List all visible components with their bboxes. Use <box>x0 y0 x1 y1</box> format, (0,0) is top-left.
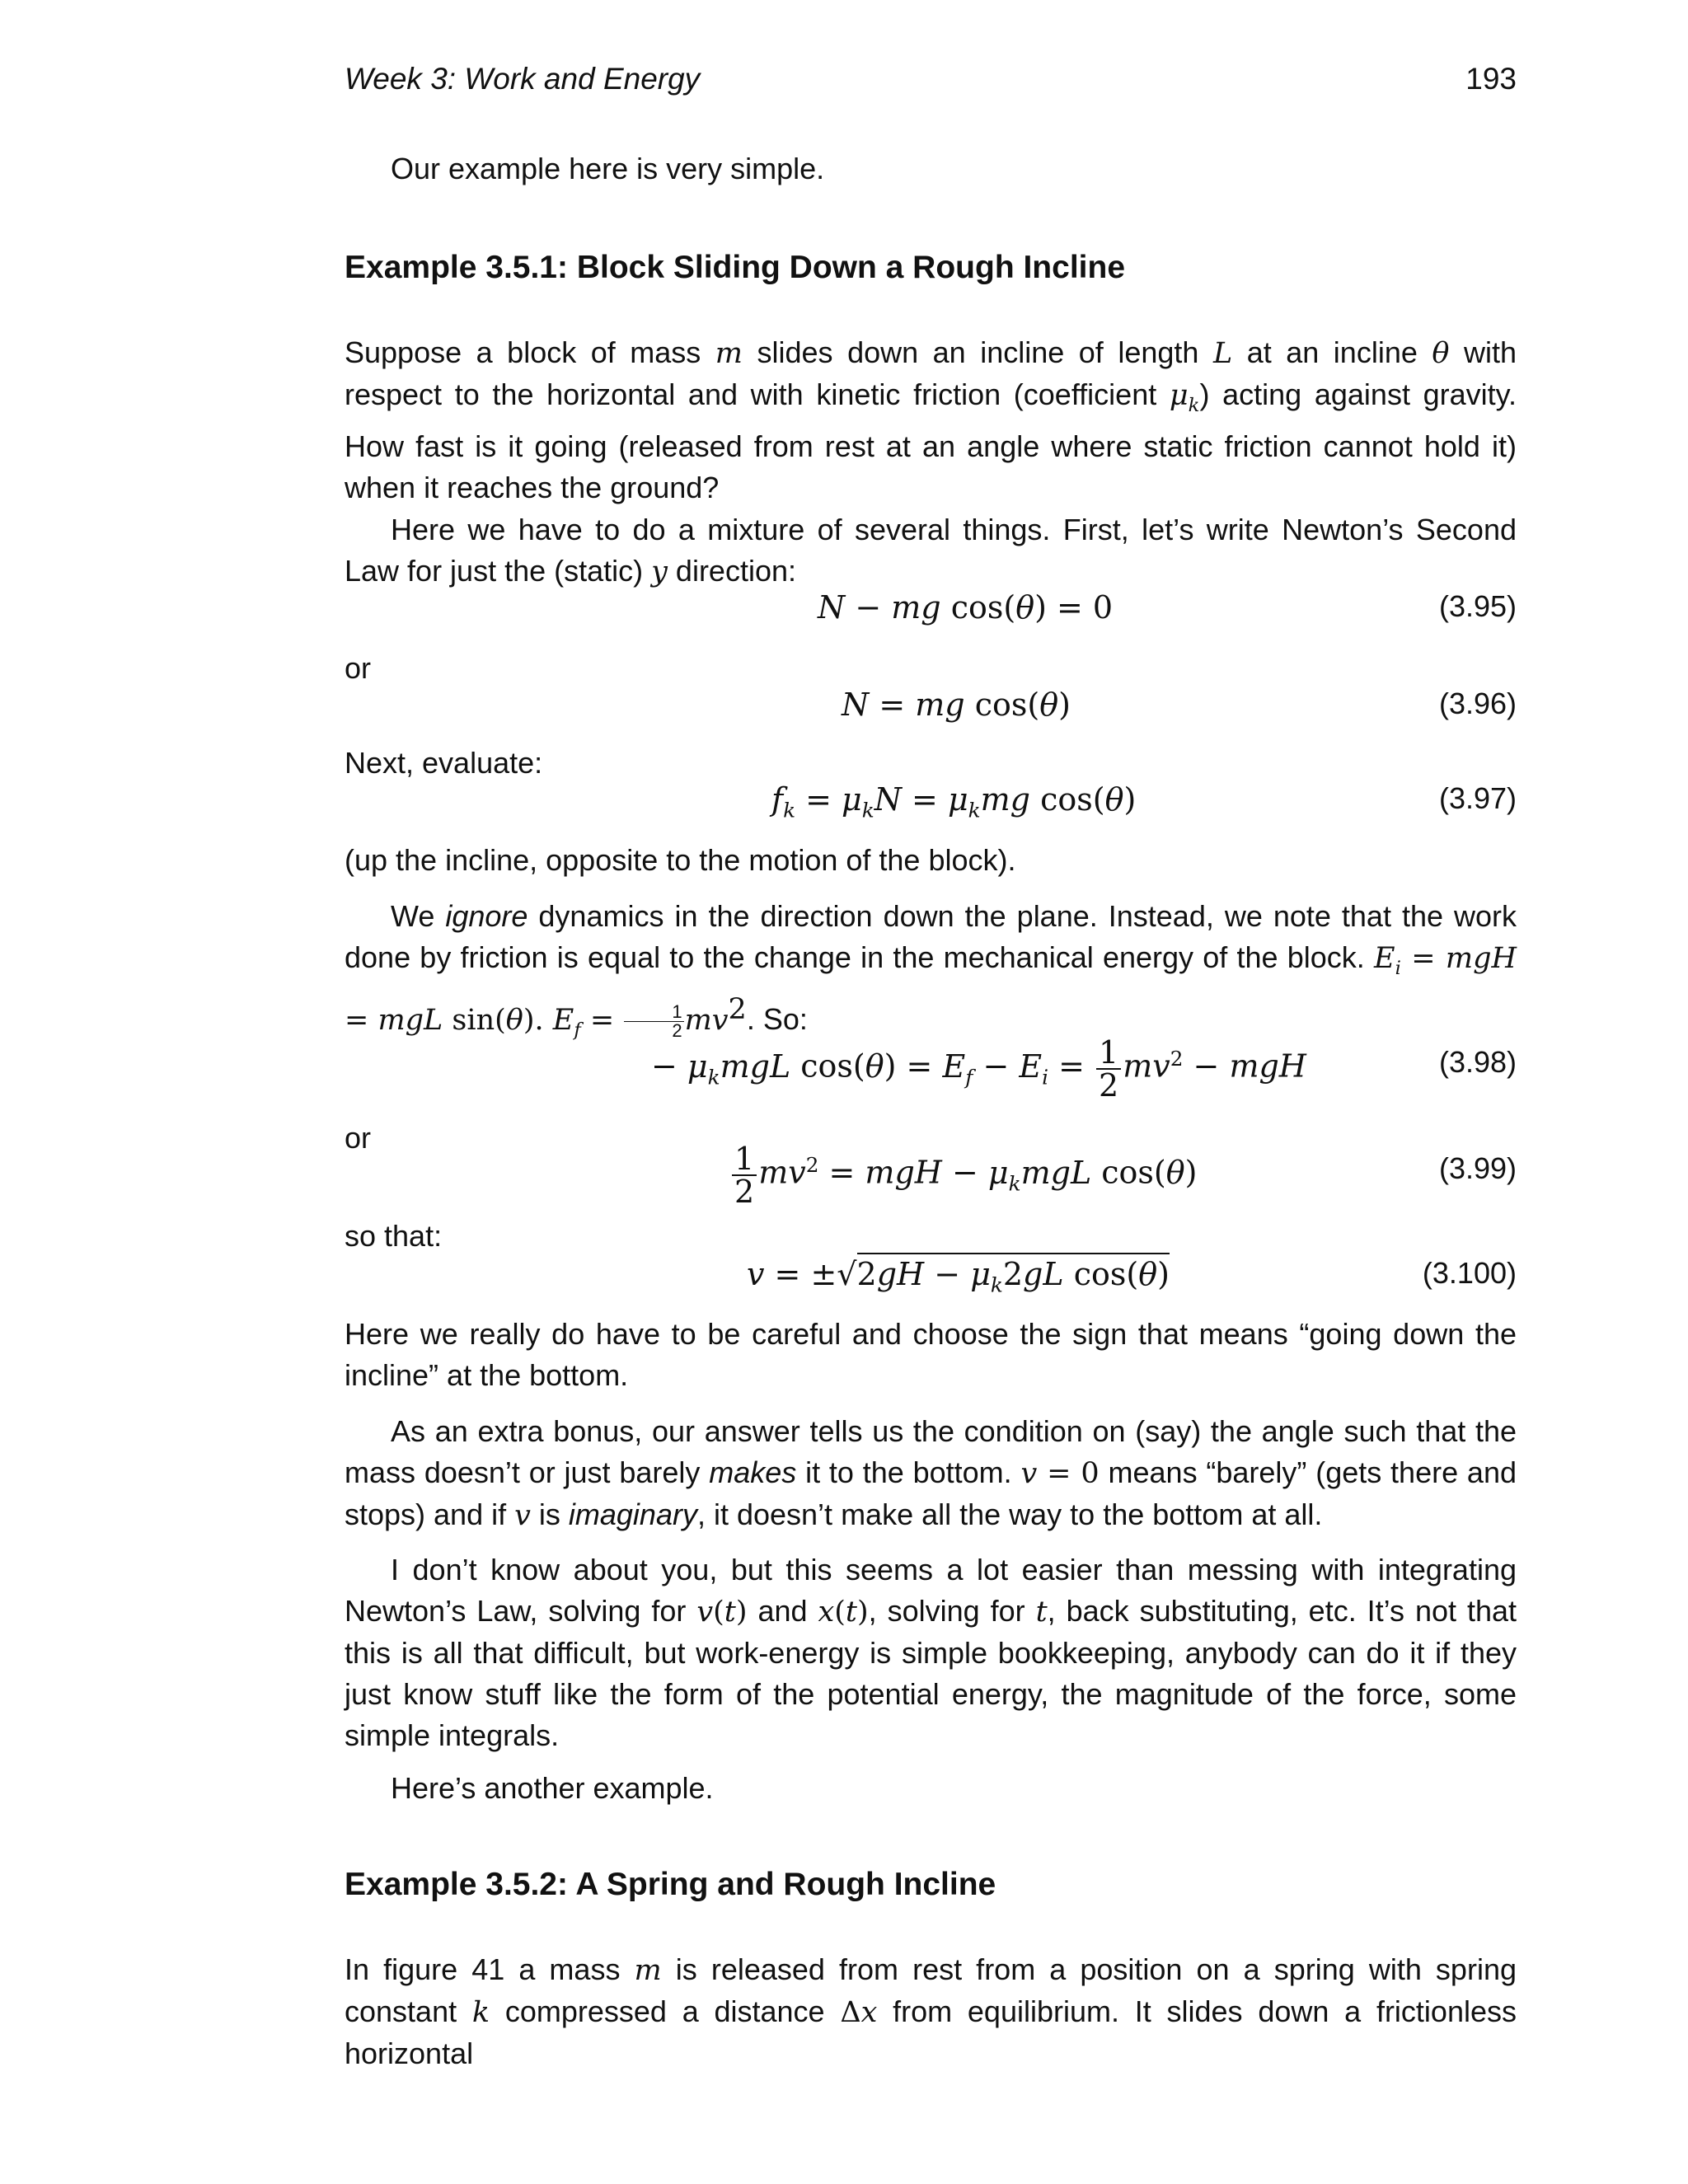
equation-3-95: N − mg cos(θ) = 0 (3.95) <box>818 589 1517 626</box>
equation-3-96: N = mg cos(θ) (3.96) <box>842 687 1517 723</box>
equation-number: (3.97) <box>1438 781 1517 815</box>
equation-number: (3.95) <box>1438 589 1517 623</box>
equation-number: (3.96) <box>1438 687 1517 720</box>
equation-3-99: $\frac{1}{2}$ $mv^2$ = mgH − $\mu_kmgL$ cos(θ) (3.99) <box>345 1151 1517 1217</box>
example-1-paragraph-3: We ignore dynamics in the direction down the plane. Instead, we note that the work done by friction is equal to the change in the mechanical energy of the block. $E_i$ = mgH = mgL sin(θ). $E_f$ = $\frac{1}{2}$ $mv^2$. So: <box>345 899 1517 1041</box>
equation-3-98: − $\mu_kmgL$ $\cos(\theta) = E_f - E_i$ = $\frac{1}{2}$ $mv^2$ − mgH (3.98) <box>651 1034 1517 1104</box>
equation-3-100: $v = \pm√2gH - \mu_k2gL$ cos(θ) (3.100) <box>345 1256 1517 1305</box>
next-evaluate-label: Next, evaluate: <box>345 746 543 780</box>
or-label: or <box>345 1121 372 1155</box>
example-1-paragraph-1: Suppose a block of mass m slides down an incline of length L at an incline θ with respect to the horizontal and with kinetic friction (coefficient $\mu_k$) acting against gravity. How fast is it going (released from rest at an angle where static friction cannot hold it) when it reaches the ground? <box>345 335 1517 504</box>
equation-number: (3.99) <box>1438 1151 1517 1185</box>
equation-3-97: $f_k = \mu_kN = \mu_kmg$ cos(θ) (3.97) <box>771 781 1517 823</box>
equation-number: (3.98) <box>1438 1045 1517 1079</box>
after-equation-3-97: (up the incline, opposite to the motion of the block). <box>345 843 1016 877</box>
example-1-title: Example 3.5.1: Block Sliding Down a Rough Incline <box>345 250 1126 285</box>
example-1-paragraph-2: Here we have to do a mixture of several things. First, let’s write Newton’s Second Law for just the (static) y direction: <box>345 513 1517 588</box>
or-label: or <box>345 651 372 685</box>
example-2-title: Example 3.5.2: A Spring and Rough Incline <box>345 1867 996 1902</box>
example-1-paragraph-4: Here we really do have to be careful and choose the sign that means “going down the incline” at the bottom. <box>345 1317 1517 1392</box>
page-number: 193 <box>1465 62 1517 96</box>
example-1-paragraph-7: Here’s another example. <box>391 1771 714 1805</box>
example-1-paragraph-5: As an extra bonus, our answer tells us the condition on (say) the angle such that the mass doesn’t or just barely makes it to the bottom. v = 0 means “barely” (gets there and stops) and if v is imaginary, it doesn’t make all the way to the bottom at all. <box>345 1414 1517 1532</box>
intro-paragraph: Our example here is very simple. <box>391 152 825 185</box>
example-2-paragraph-1: In figure 41 a mass m is released from rest from a position on a spring with spring constant k compressed a distance Δx from equilibrium. It slides down a frictionless horizontal <box>345 1952 1517 2070</box>
so-that-label: so that: <box>345 1219 443 1253</box>
example-1-paragraph-6: I don’t know about you, but this seems a lot easier than messing with integrating Newton’s Law, solving for v(t) and x(t), solving for t, back substituting, etc. It’s not that this is all that difficult, but work-energy is simple bookkeeping, anybody can do it if they just know stuff like the form of the potential energy, the magnitude of the force, some simple integrals. <box>345 1553 1517 1752</box>
running-title: Week 3: Work and Energy <box>345 62 701 96</box>
equation-number: (3.100) <box>1422 1256 1517 1290</box>
